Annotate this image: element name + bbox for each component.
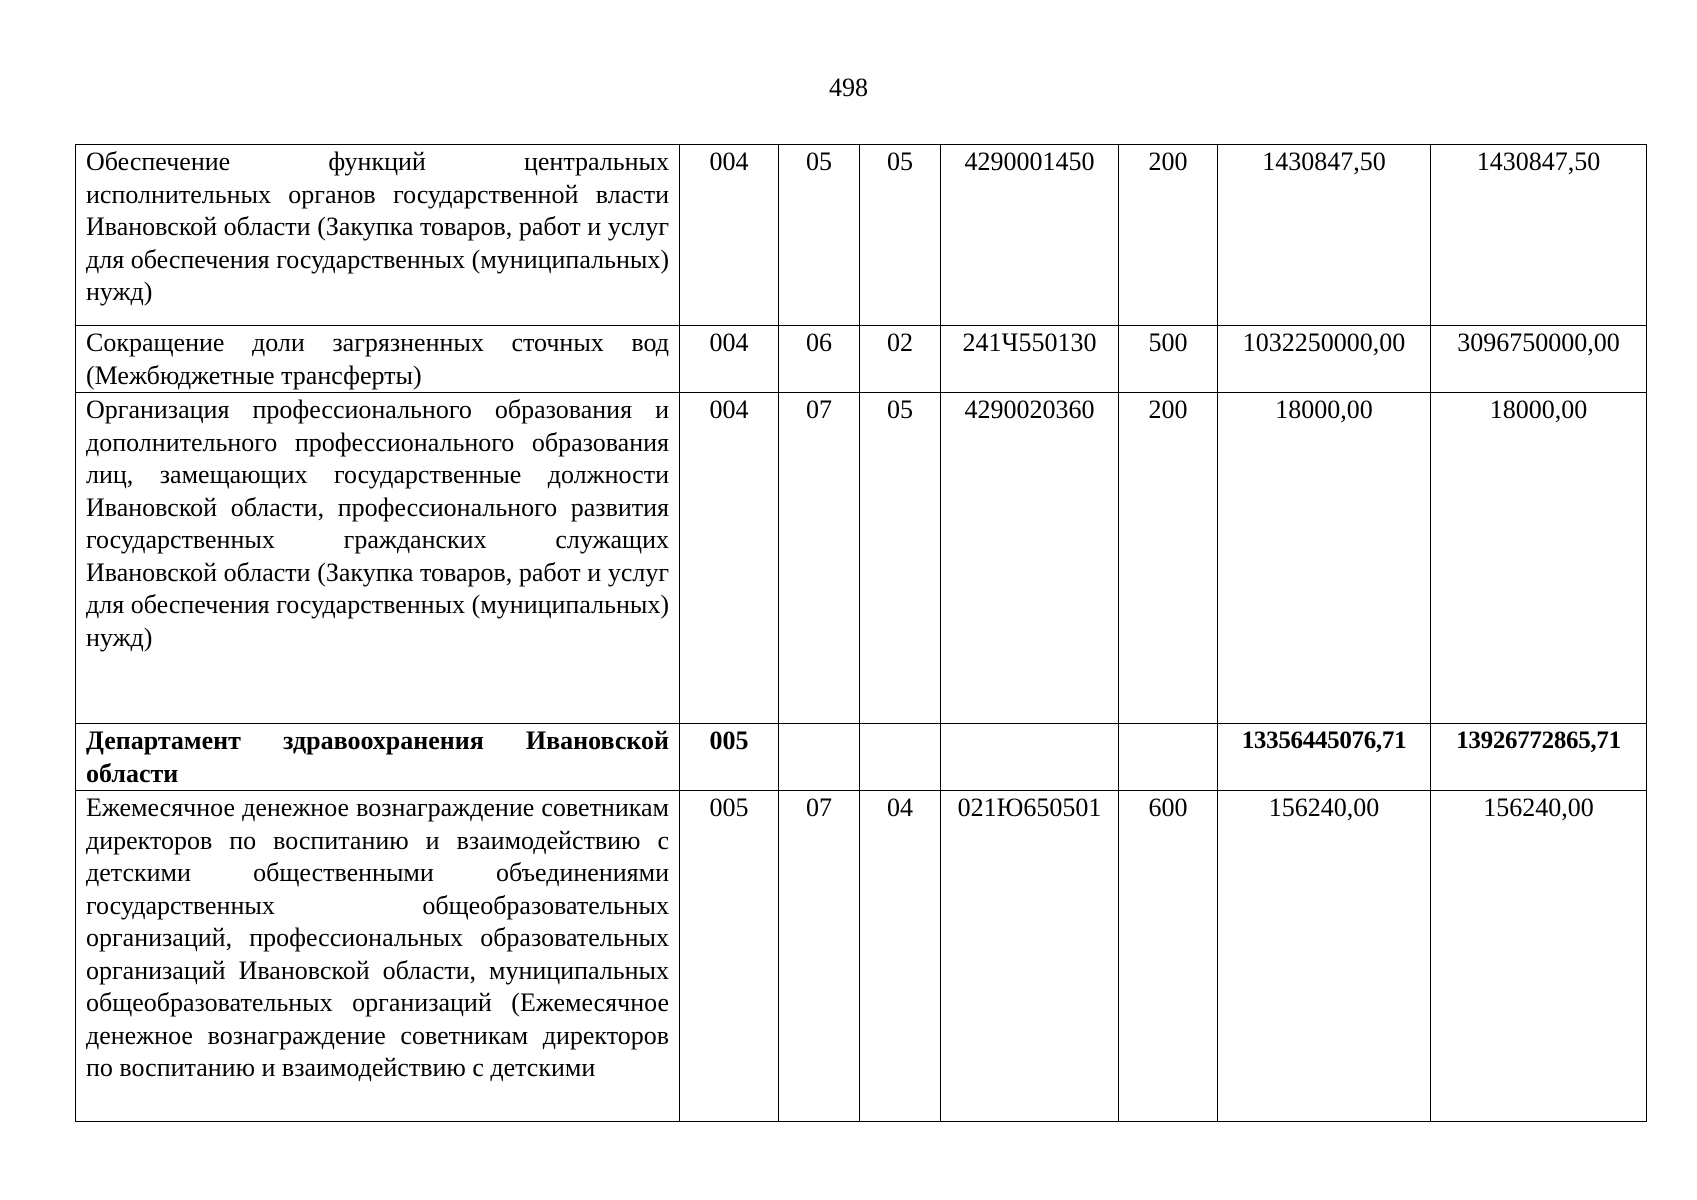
section-code-cell [779,724,860,791]
target-article-cell: 241Ч550130 [941,326,1119,393]
table-body [76,145,1647,1122]
description-cell: Ежемесячное денежное вознаграждение советникам директоров по воспитанию и взаимодействию с детскими общественными объединениями государственных общеобразовательных организаций, профессиональных образовательных организаций Ивановской области, муниципальных общеобразовательных организаций (Ежемесячное денежное вознаграждение советникам директоров по воспитанию и взаимодействию с детскими [76,791,680,1122]
expense-type-cell [1119,724,1218,791]
section-code-cell: 05 [779,145,860,326]
amount-first-cell: 13356445076,71 [1218,724,1431,791]
target-article-cell: 4290001450 [941,145,1119,326]
section-code-cell: 07 [779,791,860,1122]
subsection-code-cell: 04 [860,791,941,1122]
subsection-code-cell [860,724,941,791]
target-article-cell: 4290020360 [941,393,1119,724]
ministry-code-cell: 004 [680,393,779,724]
subsection-code-cell: 02 [860,326,941,393]
amount-first-cell: 18000,00 [1218,393,1431,724]
amount-second-cell: 1430847,50 [1431,145,1647,326]
amount-first-cell: 1032250000,00 [1218,326,1431,393]
expense-type-cell: 600 [1119,791,1218,1122]
expense-type-cell: 500 [1119,326,1218,393]
table-row [76,791,1647,1122]
ministry-code-cell: 004 [680,145,779,326]
table-row [76,145,1647,326]
target-article-cell [941,724,1119,791]
page-number: 498 [829,73,868,102]
section-code-cell: 07 [779,393,860,724]
table-row [76,393,1647,724]
section-code-cell: 06 [779,326,860,393]
amount-first-cell: 1430847,50 [1218,145,1431,326]
budget-table [75,144,1647,1122]
subsection-code-cell: 05 [860,393,941,724]
amount-second-cell: 13926772865,71 [1431,724,1647,791]
description-cell: Департамент здравоохранения Ивановской области [76,724,680,791]
description-cell: Организация профессионального образования и дополнительного профессионального образования лиц, замещающих государственные должности Ивановской области, профессионального развития государственных гражданских служащих Ивановской области (Закупка товаров, работ и услуг для обеспечения государственных (муниципальных) нужд) [76,393,680,724]
table-row [76,326,1647,393]
amount-second-cell: 18000,00 [1431,393,1647,724]
description-cell: Сокращение доли загрязненных сточных вод (Межбюджетные трансферты) [76,326,680,393]
ministry-code-cell: 005 [680,724,779,791]
amount-first-cell: 156240,00 [1218,791,1431,1122]
target-article-cell: 021Ю650501 [941,791,1119,1122]
ministry-code-cell: 005 [680,791,779,1122]
description-cell: Обеспечение функций центральных исполнительных органов государственной власти Ивановской области (Закупка товаров, работ и услуг для обеспечения государственных (муниципальных) нужд) [76,145,680,326]
amount-second-cell: 156240,00 [1431,791,1647,1122]
expense-type-cell: 200 [1119,145,1218,326]
table-row [76,724,1647,791]
ministry-code-cell: 004 [680,326,779,393]
subsection-code-cell: 05 [860,145,941,326]
amount-second-cell: 3096750000,00 [1431,326,1647,393]
expense-type-cell: 200 [1119,393,1218,724]
